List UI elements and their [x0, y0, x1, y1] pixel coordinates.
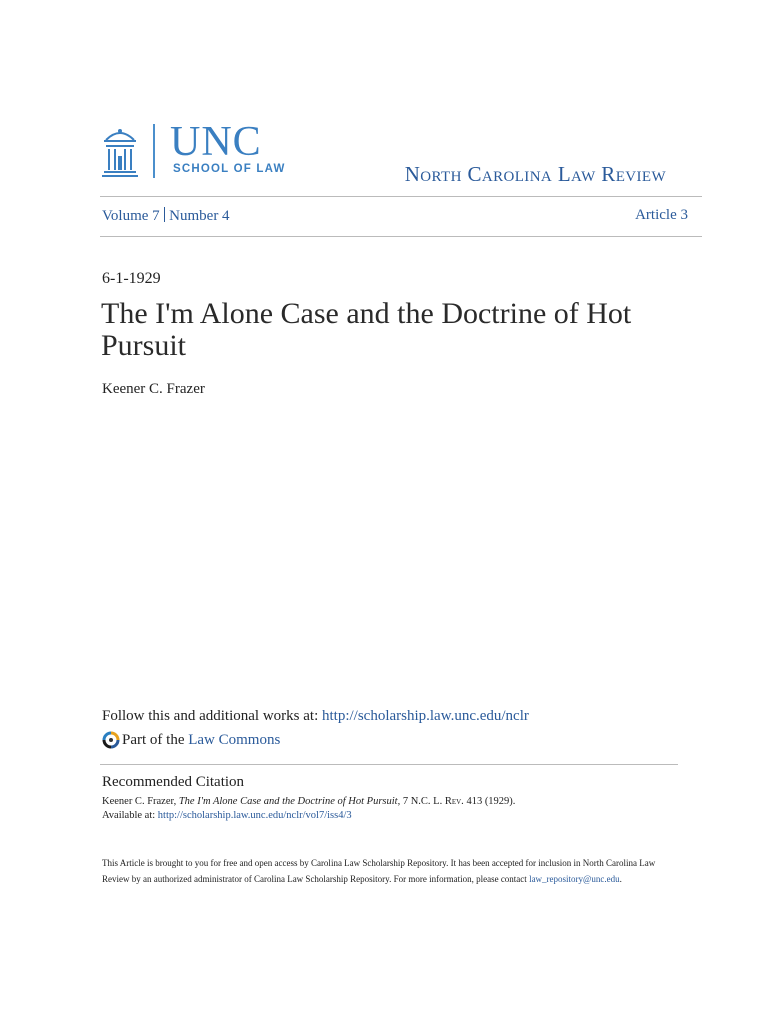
divider: [100, 236, 702, 237]
citation-available: [102, 810, 352, 821]
footer-notice: [102, 856, 672, 887]
divider: [100, 196, 702, 197]
citation-title: The I'm Alone Case and the Doctrine of Hot Pursuit,: [178, 796, 401, 807]
logo-subtext: SCHOOL OF LAW: [173, 163, 286, 175]
citation-text: [102, 796, 515, 807]
contact-email-link[interactable]: law_repository@unc.edu: [529, 873, 620, 884]
article-author: Keener C. Frazer: [102, 381, 205, 397]
article-url-link[interactable]: http://scholarship.law.unc.edu/nclr/vol7/iss4/3: [157, 810, 352, 821]
part-of-label: Part of the: [122, 731, 185, 748]
part-of-line: [102, 731, 280, 749]
logo-text: UNC: [170, 119, 262, 165]
publication-date: 6-1-1929: [102, 270, 161, 287]
article-link[interactable]: Article 3: [635, 207, 688, 223]
citation-heading: Recommended Citation: [102, 774, 245, 790]
network-commons-icon: [102, 731, 120, 749]
citation-suffix: 413 (1929).: [466, 796, 516, 807]
separator: [164, 207, 166, 222]
citation-rev: Rev.: [444, 796, 464, 807]
volume-link[interactable]: Volume 7: [102, 208, 160, 224]
citation-author: Keener C. Frazer,: [102, 796, 177, 807]
repository-link[interactable]: http://scholarship.law.unc.edu/nclr: [321, 708, 529, 724]
available-label: Available at:: [102, 810, 156, 821]
citation-ref: 7 N.C. L.: [402, 796, 443, 807]
article-title: The I'm Alone Case and the Doctrine of Hot Pursuit: [101, 297, 632, 362]
journal-title[interactable]: North Carolina Law Review: [404, 162, 666, 186]
footer-text: This Article is brought to you for free and open access by Carolina Law Scholarship Repository. It has been accepted for inclusion in North Carolina Law Review by an authorized administrator of Carolina Law Scholarship Repository. For more information, please contact: [102, 858, 656, 884]
unc-bell-tower-icon: [100, 122, 140, 180]
logo-divider: [153, 124, 155, 178]
divider: [100, 764, 678, 765]
law-commons-link[interactable]: Law Commons: [188, 731, 281, 748]
footer-end: .: [619, 873, 622, 884]
follow-label: Follow this and additional works at:: [102, 708, 319, 724]
follow-line: [102, 708, 529, 725]
number-link[interactable]: Number 4: [169, 208, 230, 224]
issue-info: [102, 207, 230, 225]
